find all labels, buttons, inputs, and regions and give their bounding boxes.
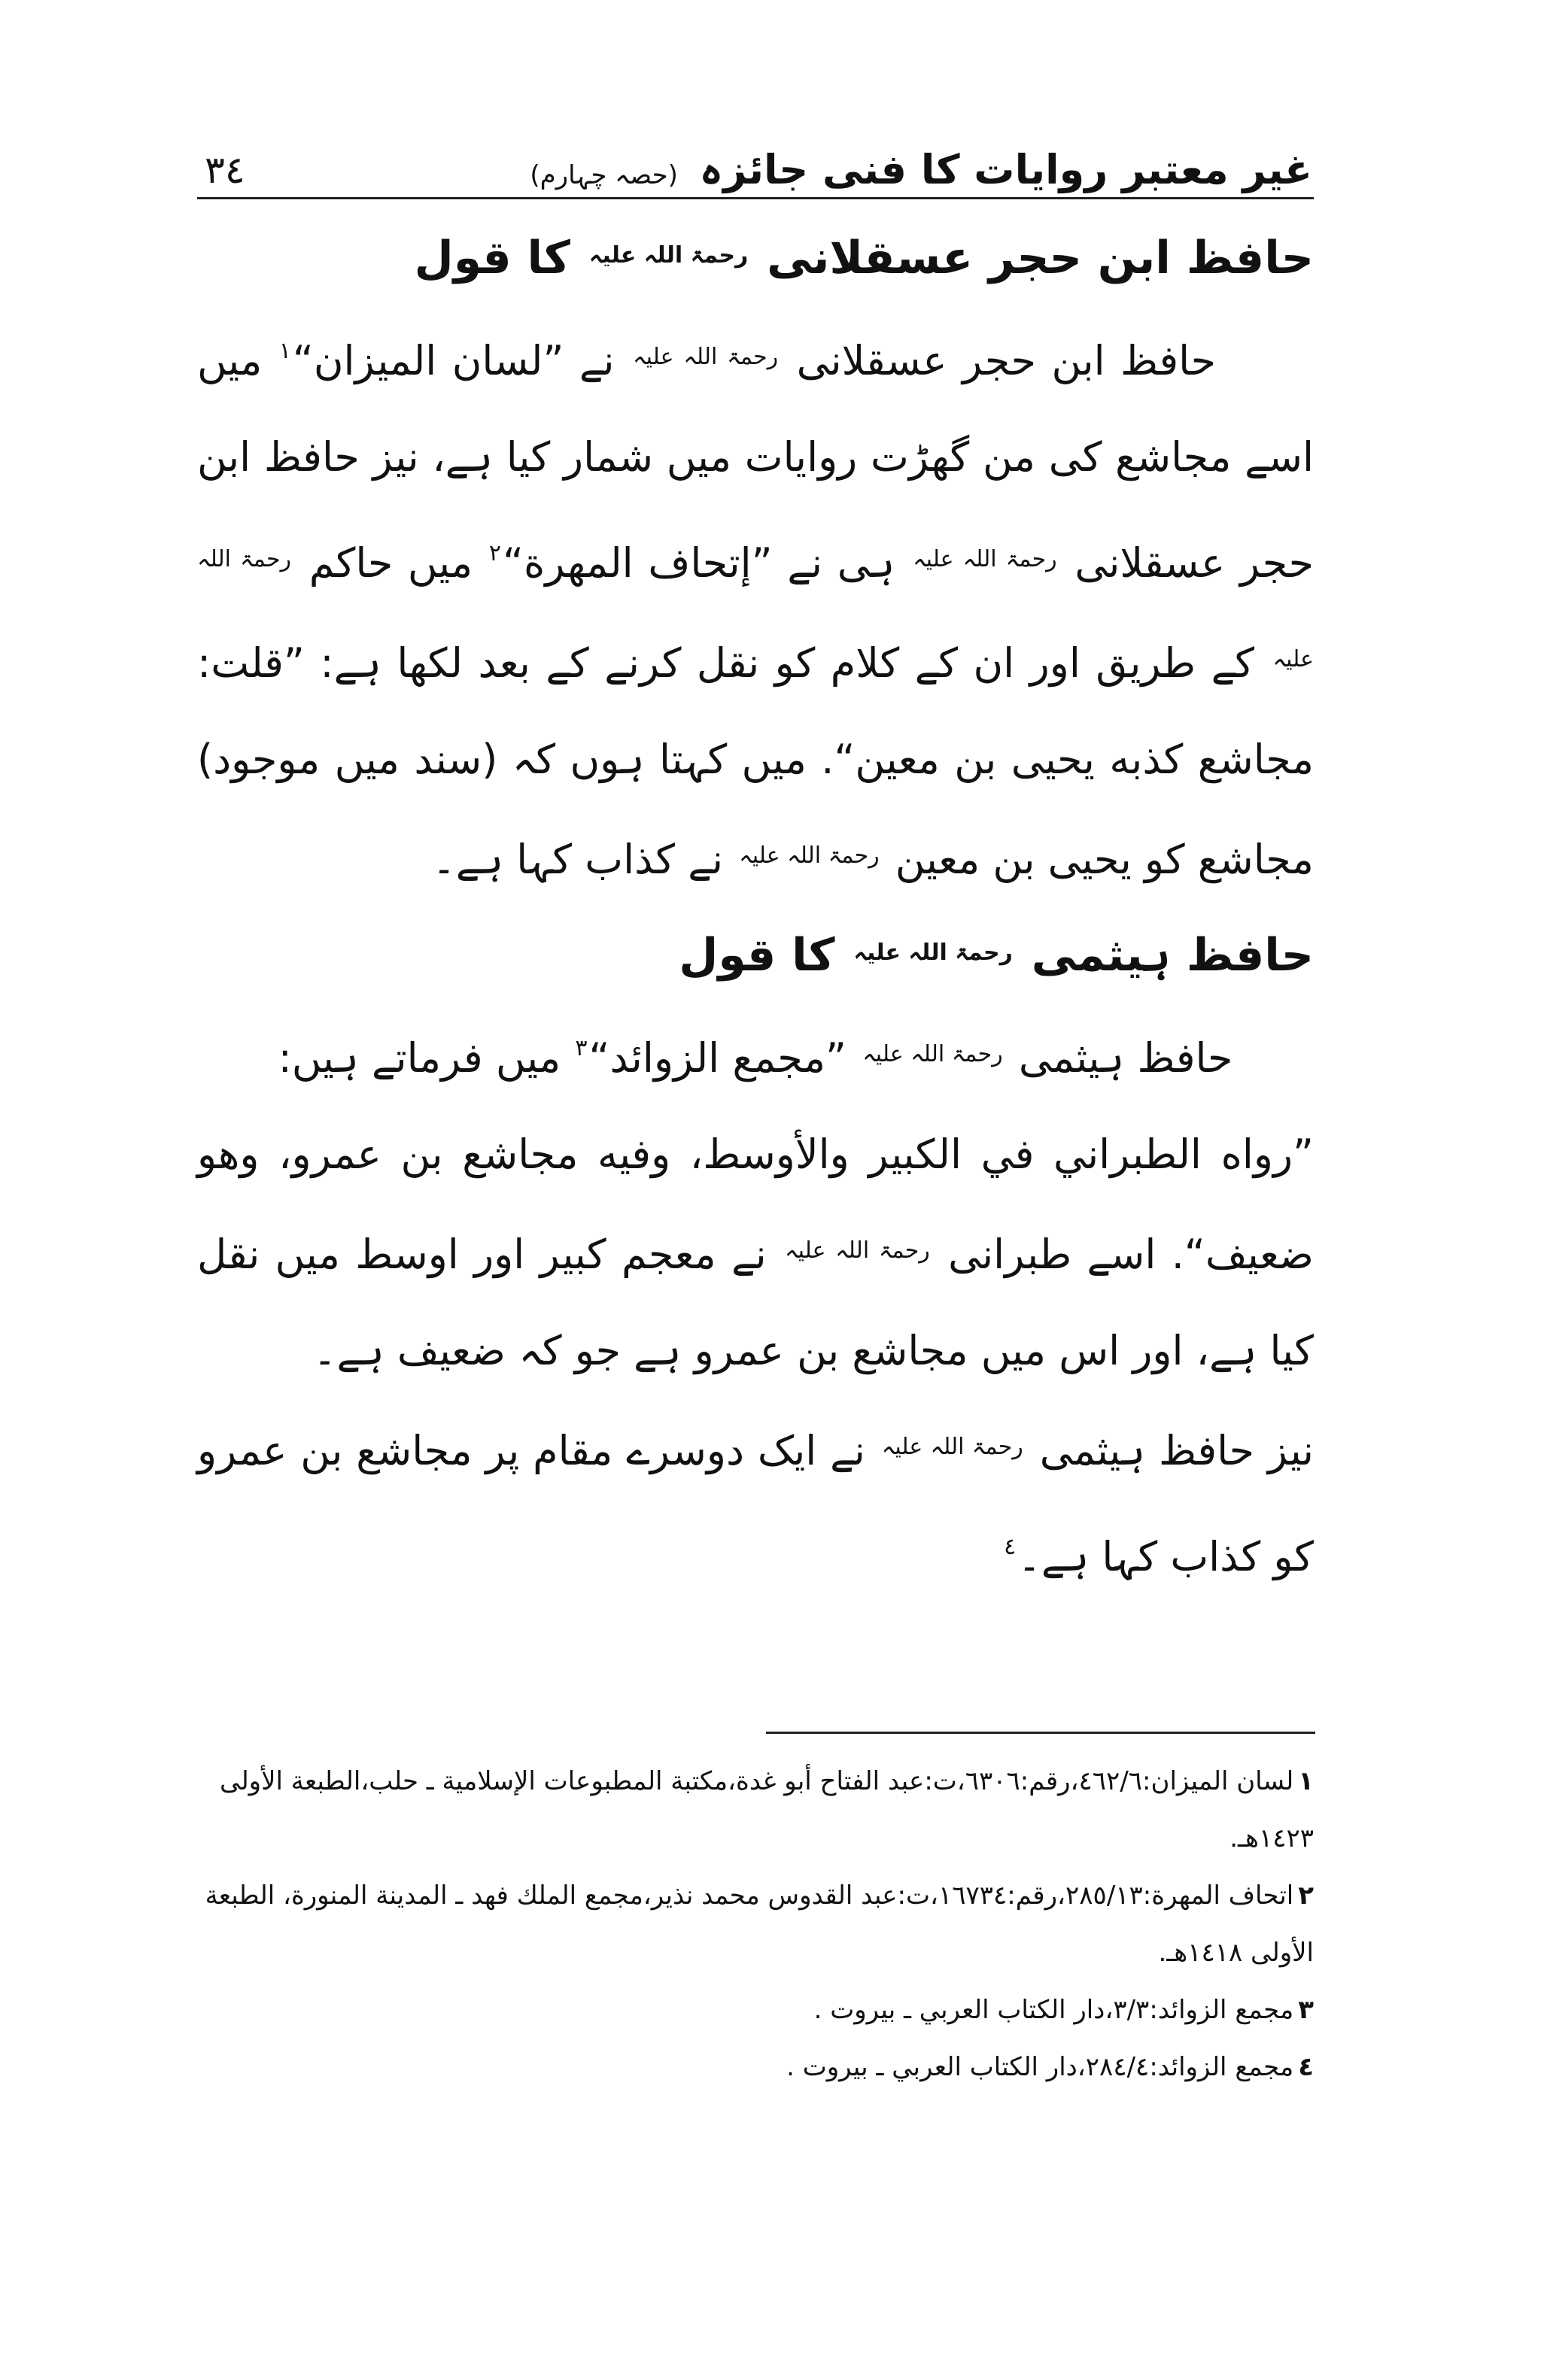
text-run: حافظ ابن حجر عسقلانی	[796, 337, 1216, 384]
footnote	[197, 1867, 1314, 1981]
footnote-mark: ٤	[1298, 2052, 1314, 2082]
text-run: ”مجمع الزوائد“	[588, 1034, 847, 1082]
paragraph-haythami-intro	[197, 1000, 1314, 1107]
footnote-ref[interactable]: ٢	[488, 540, 502, 566]
running-title	[530, 147, 1312, 198]
paragraph-ibn-hajar	[197, 303, 1314, 908]
heading-text: حافظ ابن حجر عسقلانی	[767, 232, 1314, 284]
footnote-text: مجمع الزوائد:٣/٣،دار الكتاب العربي ـ بيروت .	[813, 1995, 1294, 2025]
footnote-mark: ١	[1298, 1766, 1314, 1796]
paragraph-haythami-quote	[197, 1107, 1314, 1399]
honorific-glyph: رحمۃ اللہ علیہ	[862, 1041, 1003, 1067]
footnote-mark: ٢	[1298, 1881, 1314, 1911]
honorific-glyph: رحمۃ اللہ علیہ	[739, 842, 880, 869]
text-run: ”رواه الطبراني في الكبير والأوسط، وفيه مجاشع بن عمرو، وهو ضعيف“. اسے طبرانی	[197, 1131, 1314, 1278]
footnote-ref[interactable]: ١	[278, 338, 291, 364]
heading-text: کا قول	[414, 232, 570, 284]
header-rule	[197, 197, 1314, 199]
honorific-glyph: رحمۃ اللہ علیہ	[633, 344, 779, 370]
text-run: ہی نے ”إتحاف المهرة“	[503, 539, 895, 587]
footnote	[197, 1753, 1314, 1867]
heading-text: کا قول	[679, 929, 835, 982]
text-run: نیز حافظ ہیثمی	[1039, 1427, 1314, 1474]
footnote-ref[interactable]: ٤	[1004, 1534, 1017, 1560]
text-run: نے کذاب کہا ہے۔	[432, 836, 723, 883]
footnote	[197, 2038, 1314, 2096]
honorific-glyph: رحمۃ اللہ علیہ	[881, 1434, 1023, 1460]
text-run: میں حاکم	[309, 539, 473, 587]
honorific-glyph: رحمۃ اللہ علیہ	[197, 546, 1314, 672]
footnotes	[197, 1753, 1314, 2096]
footnote-ref[interactable]: ٣	[575, 1035, 588, 1061]
page-number: ٣٤	[205, 148, 245, 192]
paragraph-haythami-other	[197, 1399, 1314, 1605]
running-header	[205, 147, 1312, 193]
footnote-rule	[766, 1732, 1315, 1734]
text-run: نے معجم کبیر اور اوسط میں نقل کیا ہے، اور اس میں مجاشع بن عمرو ہے جو کہ ضعیف ہے۔	[197, 1231, 1314, 1374]
text-run: نے ”لسان الميزان“	[292, 337, 615, 384]
page-body	[197, 211, 1314, 1605]
footnote-mark: ٣	[1298, 1995, 1314, 2025]
honorific-glyph: رحمۃ اللہ علیہ	[588, 242, 749, 269]
text-run: کے طریق اور ان کے کلام کو نقل کرنے کے بعد لکھا ہے: ”قلت: مجاشع كذبه يحيى بن معين“. میں کہتا ہوں کہ (سند میں موجود) مجاشع کو یحیی بن معین	[197, 639, 1314, 883]
section-heading-haythami	[197, 908, 1314, 1000]
section-heading-ibn-hajar	[197, 211, 1314, 303]
text-run: حافظ ہیثمی	[1018, 1034, 1233, 1082]
text-run: میں اسے مجاشع کی من گھڑت روایات میں شمار کیا ہے، نیز حافظ ابن حجر عسقلانی	[197, 337, 1315, 587]
text-run: نے ایک دوسرے مقام پر مجاشع بن عمرو کو کذاب کہا ہے۔	[197, 1427, 1314, 1580]
honorific-glyph: رحمۃ اللہ علیہ	[913, 546, 1057, 572]
honorific-glyph: رحمۃ اللہ علیہ	[853, 940, 1013, 966]
book-part: (حصہ چہارم)	[530, 160, 678, 190]
text-run: میں فرماتے ہیں:	[278, 1034, 561, 1082]
footnote-text: مجمع الزوائد:٢٨٤/٤،دار الكتاب العربي ـ بيروت .	[786, 2052, 1294, 2082]
footnote-text: لسان الميزان:٤٦٢/٦،رقم:٦٣٠٦،ت:عبد الفتاح أبو غدة،مكتبة المطبوعات الإسلامية ـ حلب،الطبعة الأولى ١٤٢٣هـ.	[219, 1766, 1314, 1853]
book-title: غیر معتبر روایات کا فنی جائزہ	[699, 146, 1312, 193]
honorific-glyph: رحمۃ اللہ علیہ	[785, 1237, 930, 1264]
footnote	[197, 1981, 1314, 2038]
footnote-text: اتحاف المهرة:٢٨٥/١٣،رقم:١٦٧٣٤،ت:عبد القدوس محمد نذير،مجمع الملك فهد ـ المدينة المنورة، الطبعة الأولى ١٤١٨هـ.	[205, 1881, 1314, 1968]
heading-text: حافظ ہیثمی	[1031, 929, 1314, 982]
